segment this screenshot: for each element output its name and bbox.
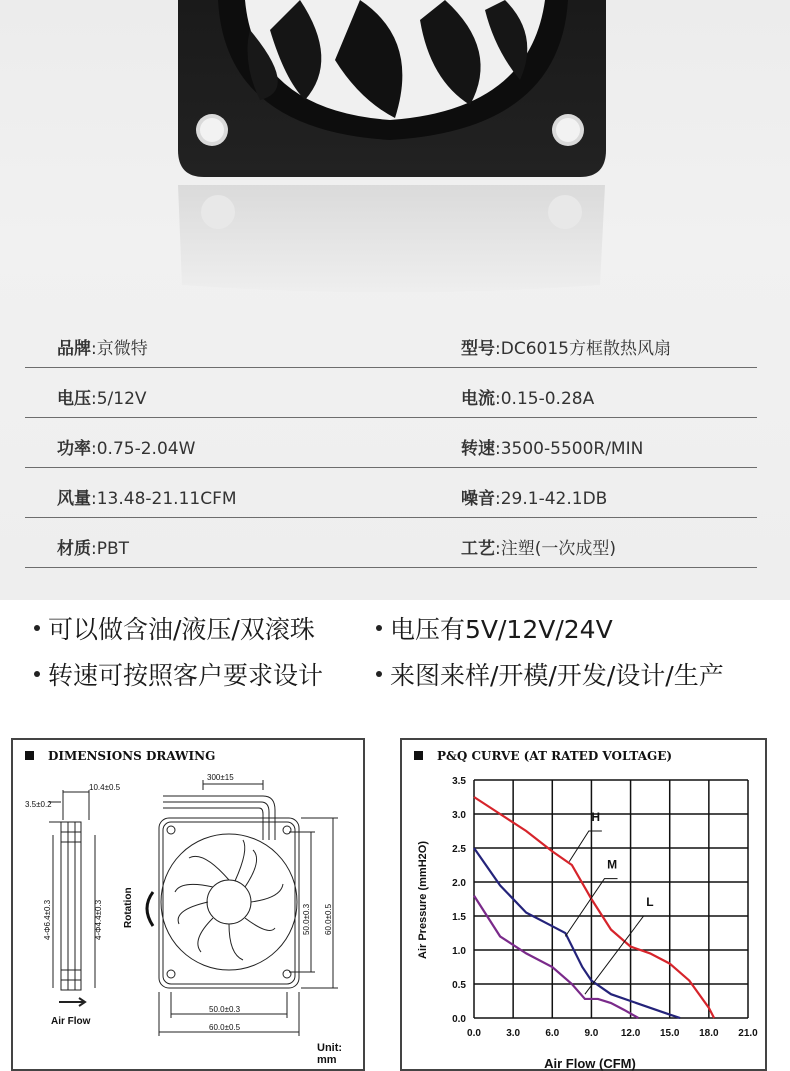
dim-60-horizontal-label: 60.0±0.5	[209, 1023, 241, 1032]
y-tick-label: 2.5	[452, 844, 466, 855]
feature-text: 电压有5V/12V/24V	[390, 615, 613, 644]
series-line-L	[474, 896, 638, 1018]
spec-value: 0.75-2.04W	[96, 439, 196, 459]
spec-label: 电压	[57, 389, 91, 409]
y-tick-label: 1.5	[452, 912, 466, 923]
annotation-leader-H	[569, 831, 602, 862]
spec-label: 品牌	[57, 339, 91, 359]
spec-model	[461, 334, 671, 359]
x-tick-label: 3.0	[506, 1028, 521, 1039]
x-tick-label: 0.0	[467, 1028, 481, 1039]
y-tick-label: 3.5	[452, 776, 466, 787]
airflow-label: Air Flow	[51, 1016, 91, 1027]
bullet-icon	[376, 625, 382, 631]
y-axis-title: Air Pressure (mmH2O)	[417, 841, 429, 959]
spec-value: 13.48-21.11CFM	[96, 489, 237, 509]
dim-60-vertical-label: 60.0±0.5	[324, 903, 333, 935]
spec-row	[25, 468, 757, 518]
spec-speed	[461, 434, 643, 459]
dimensions-drawing	[11, 738, 365, 1071]
x-tick-label: 21.0	[738, 1028, 758, 1039]
dim-50-horizontal-label: 50.0±0.3	[209, 1005, 241, 1014]
dim-50-vertical-label: 50.0±0.3	[302, 903, 311, 935]
spec-separator: :	[91, 489, 97, 509]
feature-item	[34, 610, 315, 646]
spec-process	[461, 534, 616, 559]
x-axis-title: Air Flow (CFM)	[544, 1056, 636, 1071]
feature-list	[0, 600, 790, 710]
dim-hole-right-label: 4-Φ4.4±0.3	[94, 899, 103, 940]
spec-row	[25, 318, 757, 368]
spec-value: 0.15-0.28A	[500, 389, 595, 409]
spec-label: 型号	[461, 339, 495, 359]
spec-separator: :	[495, 339, 501, 359]
y-tick-label: 1.0	[452, 946, 466, 957]
spec-separator: :	[495, 539, 501, 559]
spec-table	[25, 318, 757, 568]
spec-label: 功率	[57, 439, 91, 459]
y-tick-label: 3.0	[452, 810, 466, 821]
spec-row	[25, 418, 757, 468]
x-tick-label: 18.0	[699, 1028, 719, 1039]
series-line-H	[474, 797, 714, 1018]
spec-separator: :	[91, 539, 97, 559]
spec-value: 29.1-42.1DB	[500, 489, 608, 509]
spec-material	[57, 534, 129, 559]
spec-value: PBT	[96, 539, 130, 559]
spec-value: 5/12V	[96, 389, 147, 409]
bullet-icon	[34, 625, 40, 631]
spec-label: 噪音	[461, 489, 495, 509]
spec-label: 风量	[57, 489, 91, 509]
pq-title-text: P&Q CURVE (AT RATED VOLTAGE)	[437, 749, 673, 763]
spec-separator: :	[91, 339, 97, 359]
spec-current	[461, 384, 594, 409]
spec-airflow	[57, 484, 237, 509]
x-tick-label: 6.0	[545, 1028, 560, 1039]
spec-label: 电流	[461, 389, 495, 409]
dim-10-4-label: 10.4±0.5	[89, 783, 121, 792]
spec-value: DC6015方框散热风扇	[500, 339, 671, 359]
spec-brand	[57, 334, 148, 359]
spec-separator: :	[91, 439, 97, 459]
fan-photo	[0, 0, 790, 300]
x-tick-label: 9.0	[584, 1028, 599, 1039]
spec-separator: :	[495, 439, 501, 459]
dim-hole-left-label: 4-Φ6.4±0.3	[43, 899, 52, 940]
x-tick-label: 12.0	[620, 1028, 641, 1039]
feature-text: 转速可按照客户要求设计	[48, 661, 324, 690]
y-tick-label: 0.0	[452, 1014, 466, 1025]
spec-label: 材质	[57, 539, 91, 559]
unit-label: Unit: mm	[317, 1042, 343, 1066]
spec-power	[57, 434, 195, 459]
feature-text: 可以做含油/液压/双滚珠	[48, 615, 315, 644]
annotation-label-H: H	[591, 809, 601, 824]
rotation-arrow-icon	[147, 892, 153, 926]
feature-text: 来图来样/开模/开发/设计/生产	[390, 661, 724, 690]
spec-separator: :	[495, 389, 501, 409]
dim-3-5-label: 3.5±0.2	[25, 800, 52, 809]
y-tick-label: 2.0	[452, 878, 466, 889]
spec-value: 京微特	[96, 339, 148, 359]
cable-length-label: 300±15	[207, 773, 234, 782]
spec-voltage	[57, 384, 147, 409]
spec-separator: :	[91, 389, 97, 409]
spec-row	[25, 518, 757, 568]
x-tick-label: 15.0	[659, 1028, 680, 1039]
bullet-icon	[34, 671, 40, 677]
spec-separator: :	[495, 489, 501, 509]
spec-value: 3500-5500R/MIN	[500, 439, 644, 459]
spec-row	[25, 368, 757, 418]
spec-label: 转速	[461, 439, 495, 459]
spec-noise	[461, 484, 607, 509]
pq-curve-panel	[400, 738, 767, 1071]
rotation-label: Rotation	[123, 887, 134, 928]
y-tick-label: 0.5	[452, 980, 466, 991]
bullet-icon	[376, 671, 382, 677]
pq-chart	[402, 740, 769, 1071]
spec-value: 注塑(一次成型)	[500, 539, 616, 559]
annotation-label-L: L	[646, 894, 654, 909]
feature-item	[34, 656, 323, 692]
dimensions-svg	[13, 740, 367, 1071]
feature-item	[376, 656, 724, 692]
feature-item	[376, 610, 613, 646]
dimensions-title-text: DIMENSIONS DRAWING	[48, 749, 216, 763]
annotation-label-M: M	[607, 857, 618, 872]
spec-label: 工艺	[461, 539, 495, 559]
